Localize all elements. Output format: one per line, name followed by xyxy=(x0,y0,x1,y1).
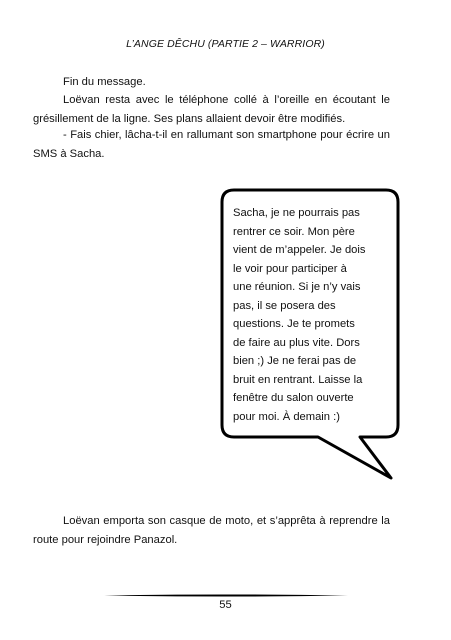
sms-line: Sacha, je ne pourrais pas xyxy=(233,207,360,219)
page-number: 55 xyxy=(219,599,232,611)
footer-divider xyxy=(104,594,348,597)
sms-line: vient de m’appeler. Je dois xyxy=(233,244,366,256)
paragraph-dialogue: - Fais chier, lâcha-t-il en rallumant son smartphone pour écrire un SMS à Sacha. xyxy=(33,129,390,160)
paragraph-closing: Loëvan emporta son casque de moto, et s’apprêta à reprendre la route pour rejoindre Panazol. xyxy=(33,515,390,546)
sms-line: de faire au plus vite. Dors xyxy=(233,336,360,349)
sms-line: bruit en rentrant. Laisse la xyxy=(233,373,363,386)
sms-line: pour moi. À demain :) xyxy=(233,410,340,423)
running-header: L’ANGE DÊCHU (PARTIE 2 – WARRIOR) xyxy=(126,38,325,50)
sms-line: rentrer ce soir. Mon père xyxy=(233,225,355,238)
sms-text xyxy=(233,204,383,426)
sms-line: une réunion. Si je n’y vais xyxy=(233,281,361,293)
paragraph-phone: Loëvan resta avec le téléphone collé à l’oreille en écoutant le grésillement de la ligne. Ses plans allaient devoir être modifiés. xyxy=(33,94,390,125)
sms-line: questions. Je te promets xyxy=(233,318,355,330)
sms-line: pas, il se posera des xyxy=(233,299,336,312)
paragraph-end-of-message: Fin du message. xyxy=(63,76,146,88)
sms-line: fenêtre du salon ouverte xyxy=(233,392,354,404)
sms-line: le voir pour participer à xyxy=(233,262,347,275)
sms-line: bien ;) Je ne ferai pas de xyxy=(233,355,357,367)
